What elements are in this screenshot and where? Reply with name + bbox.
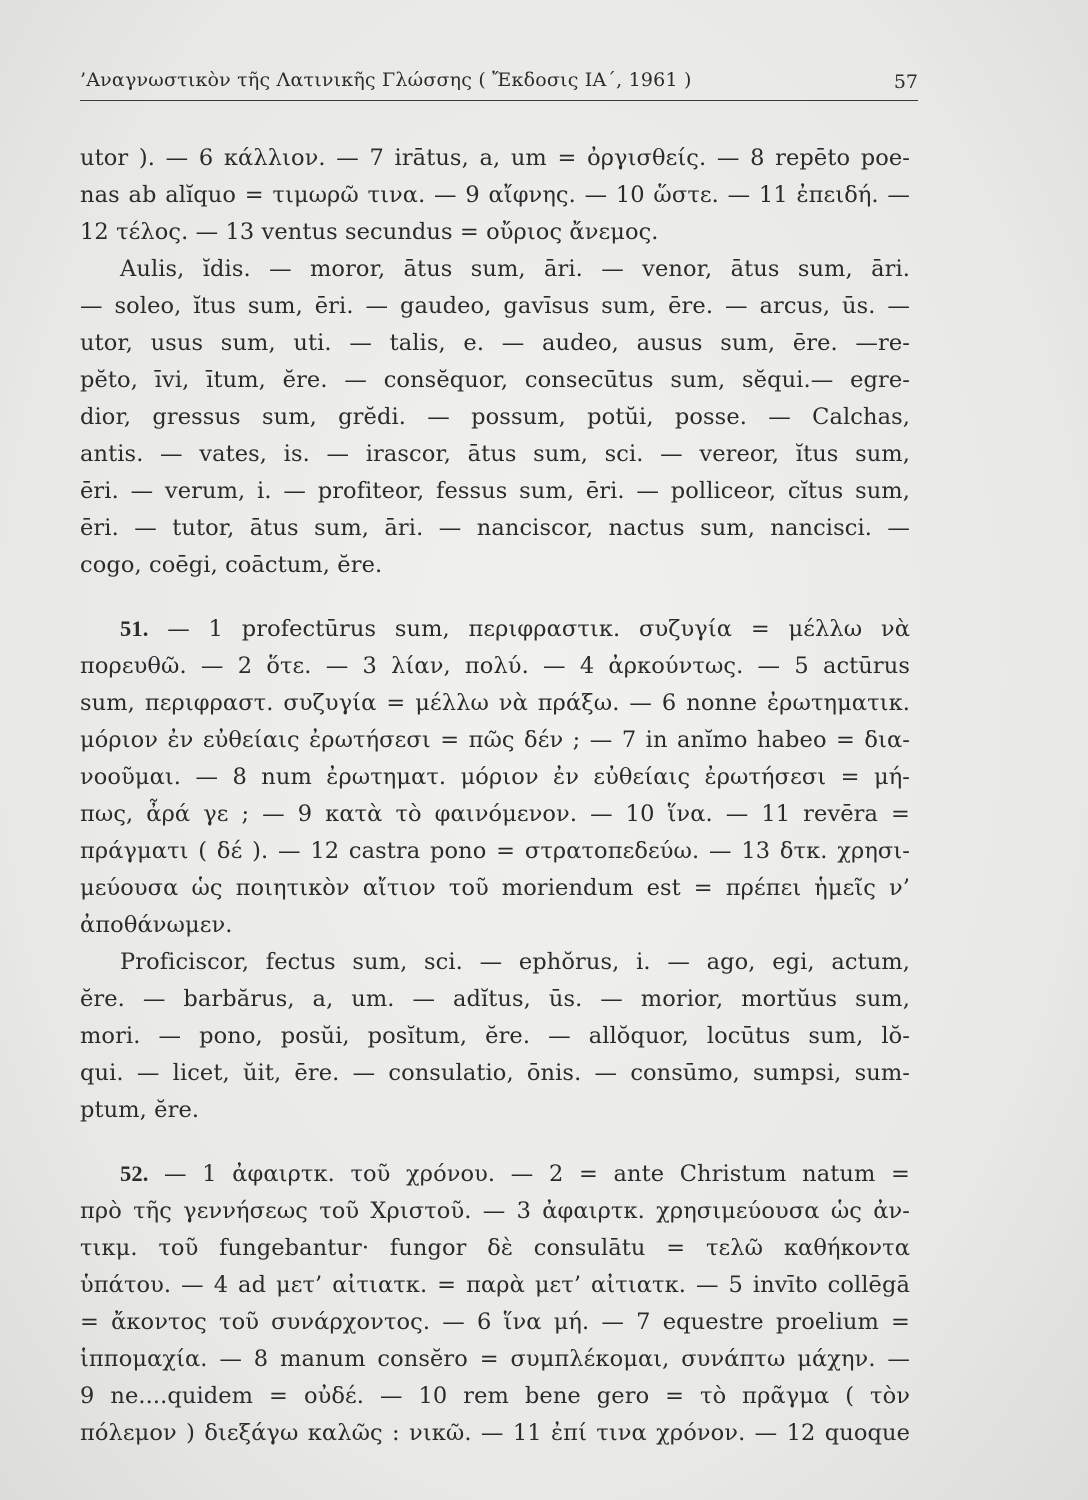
text-line: mori. — pono, posŭi, posĭtum, ĕre. — allŏquor, locūtus sum, lŏ-	[80, 1023, 910, 1049]
text-line: 9 ne....quidem = οὐδέ. — 10 rem bene gero = τὸ πρᾶγμα ( τὸν	[80, 1383, 910, 1409]
running-title: ’Αναγνωστικὸν τῆς Λατινικῆς Γλώσσης ( Ἔκδοσις ΙΑ΄, 1961 )	[80, 69, 692, 91]
text-line: 12 τέλος. — 13 ventus secundus = οὔριος ἄνεμος.	[80, 219, 659, 245]
text-line: μόριον ἐν εὐθείαις ἐρωτήσεσι = πῶς δέν ; — 7 in anĭmo habeo = δια-	[80, 727, 910, 753]
text-line: ἀποθάνωμεν.	[80, 912, 233, 938]
text-line: τικμ. τοῦ fungebantur· fungor δὲ consulātu = τελῶ καθήκοντα	[80, 1235, 910, 1261]
text-span: — 1 ἀφαιρτκ. τοῦ χρόνου. — 2 = ante Christum natum =	[148, 1161, 910, 1187]
text-line: utor ). — 6 κάλλιον. — 7 irātus, a, um = ὀργισθείς. — 8 repēto poe-	[80, 145, 910, 171]
text-line: sum, περιφραστ. συζυγία = μέλλω νὰ πράξω. — 6 nonne ἐρωτηματικ.	[80, 690, 910, 716]
section-51-first-line	[120, 614, 910, 644]
text-line: ὑπάτου. — 4 ad μετ’ αἰτιατκ. = παρὰ μετ’ αἰτιατκ. — 5 invīto collēgā	[80, 1272, 910, 1298]
page-header	[80, 66, 918, 101]
text-line: dior, gressus sum, grĕdi. — possum, potŭi, posse. — Calchas,	[80, 404, 910, 430]
text-line: Proficiscor, fectus sum, sci. — ephŏrus, i. — ago, egi, actum,	[120, 949, 910, 975]
text-line: ἱππομαχία. — 8 manum consĕro = συμπλέκομαι, συνάπτω μάχην. —	[80, 1346, 910, 1372]
text-line: πορευθῶ. — 2 ὅτε. — 3 λίαν, πολύ. — 4 ἀρκούντως. — 5 actūrus	[80, 653, 910, 679]
text-line: cogo, coēgi, coāctum, ĕre.	[80, 552, 383, 578]
text-span: — 1 profectūrus sum, περιφραστικ. συζυγία = μέλλω νὰ	[148, 616, 910, 642]
text-line: πρὸ τῆς γεννήσεως τοῦ Χριστοῦ. — 3 ἀφαιρτκ. χρησιμεύουσα ὡς ἀν-	[80, 1198, 910, 1224]
text-line: ĕre. — barbărus, a, um. — adĭtus, ūs. — morior, mortŭus sum,	[80, 986, 910, 1012]
text-line: νοοῦμαι. — 8 num ἐρωτηματ. μόριον ἐν εὐθείαις ἐρωτήσεσι = μή-	[80, 764, 910, 790]
text-line: qui. — licet, ŭit, ēre. — consulatio, ōnis. — consūmo, sumpsi, sum-	[80, 1060, 910, 1086]
text-line: — soleo, ĭtus sum, ēri. — gaudeo, gavīsus sum, ēre. — arcus, ūs. —	[80, 293, 910, 319]
section-number: 51.	[120, 616, 149, 641]
text-line: ptum, ĕre.	[80, 1097, 200, 1123]
text-line: Aulis, ĭdis. — moror, ātus sum, āri. — venor, ātus sum, āri.	[120, 256, 910, 282]
text-line: ēri. — tutor, ātus sum, āri. — nanciscor, nactus sum, nancisci. —	[80, 515, 910, 541]
text-line: πως, ἆρά γε ; — 9 κατὰ τὸ φαινόμενον. — 10 ἵνα. — 11 revēra =	[80, 801, 910, 827]
text-line: πράγματι ( δέ ). — 12 castra pono = στρατοπεδεύω. — 13 δτκ. χρησι-	[80, 838, 910, 864]
text-line: πόλεμον ) διεξάγω καλῶς : νικῶ. — 11 ἐπί τινα χρόνον. — 12 quoque	[80, 1420, 910, 1446]
text-line: nas ab alĭquo = τιμωρῶ τινα. — 9 αἴφνης. — 10 ὥστε. — 11 ἐπειδή. —	[80, 182, 910, 208]
section-number: 52.	[120, 1161, 149, 1186]
text-line: utor, usus sum, uti. — talis, e. — audeo, ausus sum, ēre. —re-	[80, 330, 910, 356]
text-line: μεύουσα ὡς ποιητικὸν αἴτιον τοῦ moriendum est = πρέπει ἡμεῖς ν’	[80, 875, 910, 901]
text-line: antis. — vates, is. — irascor, ātus sum, sci. — vereor, ĭtus sum,	[80, 441, 910, 467]
text-line: pĕto, īvi, ītum, ĕre. — consĕquor, consecūtus sum, sĕqui.— egre-	[80, 367, 910, 393]
section-52-first-line	[120, 1159, 910, 1189]
text-line: = ἄκοντος τοῦ συνάρχοντος. — 6 ἵνα μή. — 7 equestre proelium =	[80, 1309, 910, 1335]
text-line: ēri. — verum, i. — profiteor, fessus sum, ēri. — polliceor, cĭtus sum,	[80, 478, 910, 504]
page-number: 57	[893, 71, 918, 93]
